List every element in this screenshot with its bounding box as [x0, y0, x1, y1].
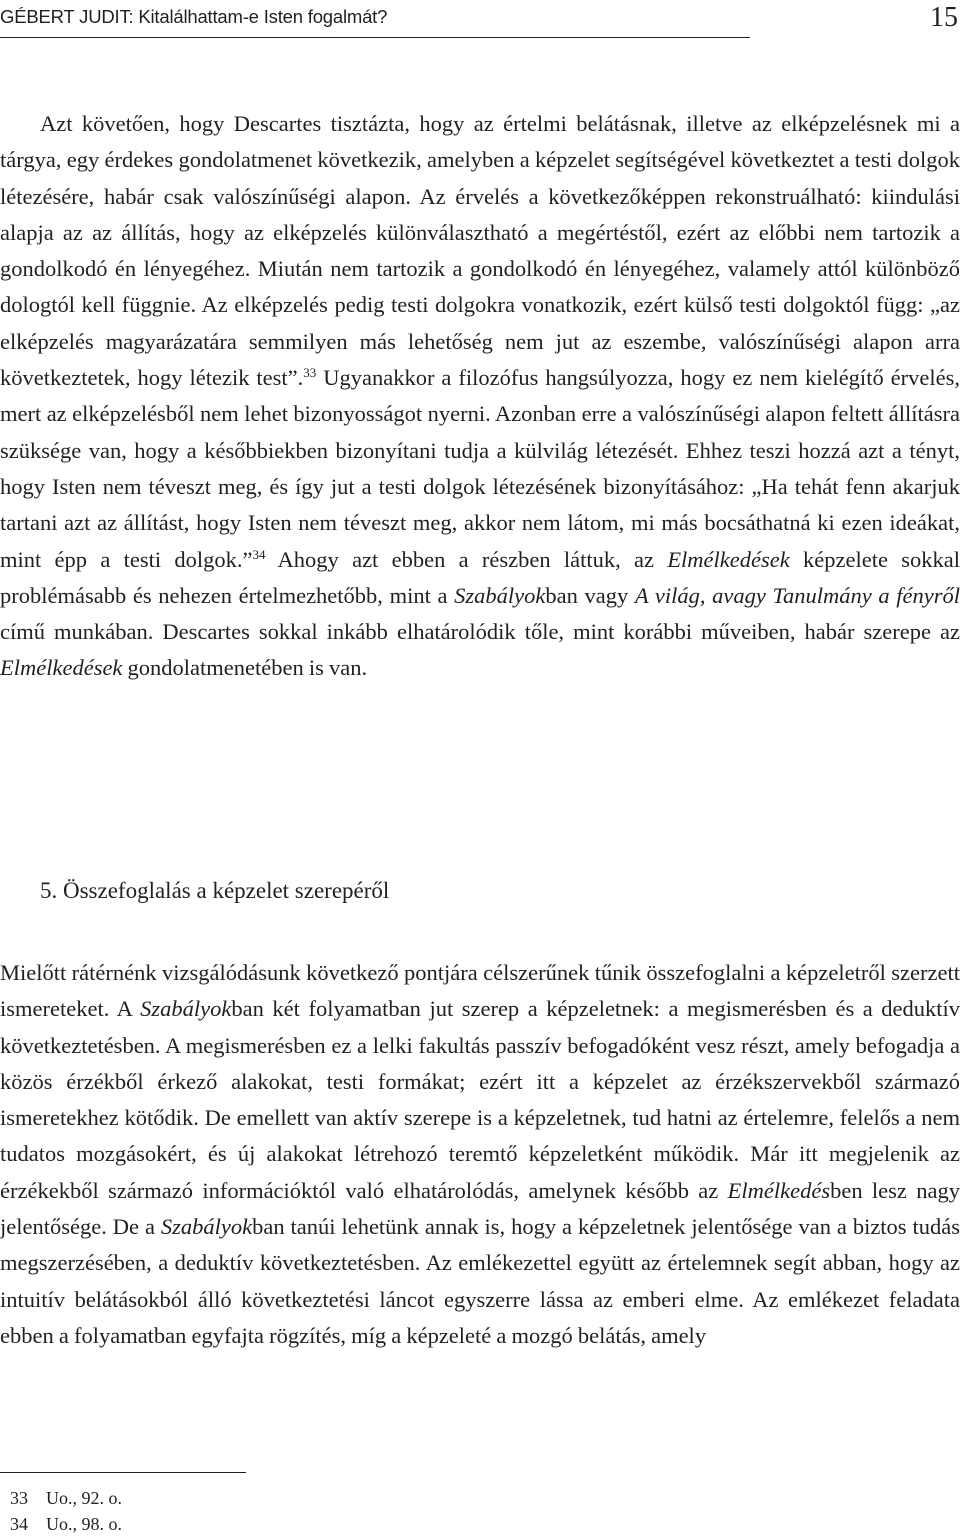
footnote-rule: [0, 1472, 246, 1473]
italic-title: Elmélkedések: [0, 655, 123, 681]
footnote-number: 34: [10, 1513, 28, 1534]
footnote-34: [10, 1512, 122, 1537]
text-run: Ahogy azt ebben a részben láttuk, az: [265, 546, 668, 572]
italic-title: Elmélkedések: [667, 546, 790, 572]
text-run: képzelete sokkal problémásabb és nehezen értelmezhetőbb, mint a: [0, 546, 960, 608]
text-run: ban tanúi lehetünk annak is, hogy a képzeletnek jelentősége van a biztos tudás megszerzésében, a deduktív következtetésben. Az emlékezettel együtt az értelemnek segít abban, hogy az intuitív belátásokból álló következtetési láncot egyszerre lássa az emberi elme. Az emlékezet feladata ebben a folyamatban egyfajta rögzítés, míg a képzeleté a mozgó belátás, amely: [0, 1214, 960, 1348]
paragraph: [0, 106, 960, 687]
text-run: Ugyanakkor a filozófus hangsúlyozza, hogy ez nem kielégítő érvelés, mert az elképzelésből nem lehet bizonyosságot nyerni. Azonban erre a valószínűségi alapon feltett állításra szüksége van, hogy a későbbiekben bizonyítani tudja a külvilág létezését. Ehhez teszi hozzá azt a tényt, hogy Isten nem téveszt meg, és így jut a testi dolgok létezésének bizonyításához: „Ha tehát fenn akarjuk tartani azt az állítást, hogy Isten nem téveszt meg, akkor nem látom, mi más bocsáthatná ki ezen ideákat, mint épp a testi dolgok.”: [0, 365, 960, 572]
italic-title: Szabályok: [454, 582, 546, 608]
footnotes: [10, 1486, 122, 1537]
italic-title: Szabályok: [160, 1214, 253, 1240]
footnote-ref-33[interactable]: 33: [303, 365, 317, 381]
body-paragraph-1: [0, 106, 960, 687]
body-paragraph-2: [0, 955, 960, 1354]
text-run: című munkában. Descartes sokkal inkább elhatárolódik tőle, mint korábbi műveiben, habár szerepe az: [0, 619, 960, 645]
section-heading: 5. Összefoglalás a képzelet szerepéről: [40, 878, 390, 903]
text-run: ban két folyamatban jut szerep a képzeletnek: a megismerésben és a deduktív következtetésben. A megismerésben ez a lelki fakultás passzív befogadóként vesz részt, amely befogadja a közös érzékből érkező alakokat, testi formákat; ezért itt a képzelet az érzékszervekből származó ismeretekhez kötődik. De emellett van aktív szerepe is a képzeletnek, tud hatni az értelemre, felelős a nem tudatos mozgásokért, és új alakokat létrehozó teremtő képzeletként működik. Már itt megjelenik az érzékekből származó információktól való elhatárolódás, amelynek később az: [0, 996, 960, 1203]
footnote-number: 33: [10, 1488, 28, 1508]
text-run: Mielőtt rátérnénk vizsgálódásunk következő pontjára célszerűnek tűnik összefoglalni a képzeletről szerzett ismereteket. A: [0, 960, 960, 1022]
page-number: 15: [930, 2, 958, 33]
header-rule: [0, 37, 750, 38]
footnote-text: Uo., 92. o.: [46, 1488, 122, 1508]
text-run: gondolatmenetében is van.: [122, 655, 368, 681]
footnote-33: [10, 1486, 122, 1512]
italic-title: Elmélkedés: [727, 1177, 831, 1203]
footnote-text: Uo., 98. o.: [46, 1513, 122, 1534]
text-run: ben lesz nagy jelentősége. De a: [0, 1177, 960, 1240]
italic-title: A világ, avagy Tanulmány a fényről: [634, 582, 960, 608]
running-head: GÉBERT JUDIT: Kitalálhattam-e Isten fogalmát?: [0, 6, 388, 27]
italic-title: Szabályok: [140, 996, 232, 1022]
text-run: ban vagy: [545, 582, 635, 608]
page-header: [0, 2, 960, 38]
footnote-ref-34[interactable]: 34: [252, 546, 266, 562]
paragraph: [0, 955, 960, 1354]
text-run: Azt követően, hogy Descartes tisztázta, hogy az értelmi belátásnak, illetve az elképzelésnek mi a tárgya, egy érdekes gondolatmenet következik, amelyben a képzelet segítségével következtet a testi dolgok létezésére, habár csak valószínűségi alapon. Az érvelés a következőképpen rekonstruálható: kiindulási alapja az az állítás, hogy az elképzelés különválasztható a megértéstől, ezért az előbbi nem tartozik a gondolkodó én lényegéhez. Miután nem tartozik a gondolkodó én lényegéhez, valamely attól különböző dologtól kell függnie. Az elképzelés pedig testi dolgokra vonatkozik, ezért külső testi dolgoktól függ: „az elképzelés magyarázatára semmilyen más lehetőség nem jut az eszembe, valószínűségi alapon arra következtetek, hogy létezik test”.: [0, 111, 960, 391]
